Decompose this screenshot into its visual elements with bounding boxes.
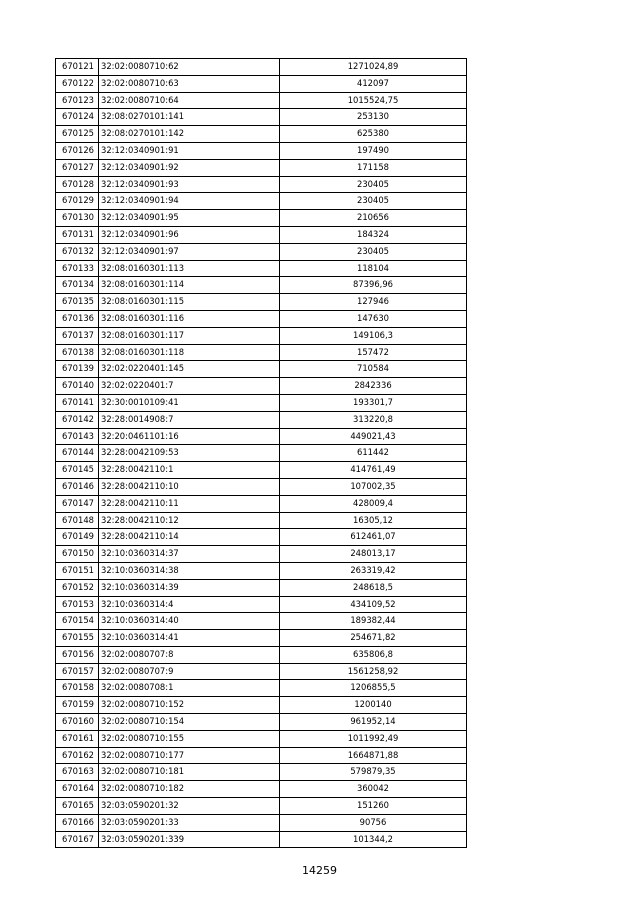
- row-id-cell: 670128: [56, 176, 99, 193]
- value-cell: 360042: [280, 781, 467, 798]
- cadastral-number-cell: 32:10:0360314:40: [99, 613, 280, 630]
- row-id-cell: 670156: [56, 646, 99, 663]
- value-cell: 611442: [280, 445, 467, 462]
- row-id-cell: 670148: [56, 512, 99, 529]
- value-cell: 101344,2: [280, 831, 467, 848]
- cadastral-number-cell: 32:30:0010109:41: [99, 394, 280, 411]
- row-id-cell: 670153: [56, 596, 99, 613]
- table-row: [56, 428, 467, 445]
- table-row: [56, 764, 467, 781]
- table-row: [56, 478, 467, 495]
- row-id-cell: 670144: [56, 445, 99, 462]
- row-id-cell: 670124: [56, 109, 99, 126]
- cadastral-number-cell: 32:28:0042110:10: [99, 478, 280, 495]
- cadastral-number-cell: 32:12:0340901:91: [99, 142, 280, 159]
- table-row: [56, 831, 467, 848]
- table-row: [56, 226, 467, 243]
- value-cell: 230405: [280, 176, 467, 193]
- table-row: [56, 646, 467, 663]
- value-cell: 412097: [280, 75, 467, 92]
- table-row: [56, 630, 467, 647]
- table-row: [56, 176, 467, 193]
- table-row: [56, 243, 467, 260]
- data-table: [55, 58, 467, 848]
- table-row: [56, 697, 467, 714]
- row-id-cell: 670130: [56, 210, 99, 227]
- cadastral-number-cell: 32:28:0042110:14: [99, 529, 280, 546]
- table-row: [56, 596, 467, 613]
- cadastral-number-cell: 32:28:0042110:11: [99, 495, 280, 512]
- cadastral-number-cell: 32:02:0080707:9: [99, 663, 280, 680]
- row-id-cell: 670142: [56, 411, 99, 428]
- table-row: [56, 327, 467, 344]
- row-id-cell: 670141: [56, 394, 99, 411]
- row-id-cell: 670136: [56, 310, 99, 327]
- value-cell: 1664871,88: [280, 747, 467, 764]
- value-cell: 313220,8: [280, 411, 467, 428]
- value-cell: 1271024,89: [280, 59, 467, 76]
- value-cell: 127946: [280, 294, 467, 311]
- cadastral-number-cell: 32:08:0160301:117: [99, 327, 280, 344]
- value-cell: 1206855,5: [280, 680, 467, 697]
- cadastral-number-cell: 32:12:0340901:93: [99, 176, 280, 193]
- row-id-cell: 670160: [56, 714, 99, 731]
- table-row: [56, 92, 467, 109]
- value-cell: 1200140: [280, 697, 467, 714]
- cadastral-number-cell: 32:02:0080710:177: [99, 747, 280, 764]
- row-id-cell: 670123: [56, 92, 99, 109]
- table-row: [56, 663, 467, 680]
- table-row: [56, 747, 467, 764]
- cadastral-number-cell: 32:28:0042110:1: [99, 462, 280, 479]
- row-id-cell: 670151: [56, 562, 99, 579]
- table-row: [56, 378, 467, 395]
- value-cell: 579879,35: [280, 764, 467, 781]
- value-cell: 248618,5: [280, 579, 467, 596]
- table-row: [56, 193, 467, 210]
- row-id-cell: 670127: [56, 159, 99, 176]
- row-id-cell: 670159: [56, 697, 99, 714]
- cadastral-number-cell: 32:02:0080708:1: [99, 680, 280, 697]
- value-cell: 1011992,49: [280, 730, 467, 747]
- value-cell: 449021,43: [280, 428, 467, 445]
- value-cell: 625380: [280, 126, 467, 143]
- value-cell: 90756: [280, 814, 467, 831]
- row-id-cell: 670131: [56, 226, 99, 243]
- value-cell: 428009,4: [280, 495, 467, 512]
- value-cell: 87396,96: [280, 277, 467, 294]
- table-row: [56, 814, 467, 831]
- table-row: [56, 75, 467, 92]
- row-id-cell: 670134: [56, 277, 99, 294]
- row-id-cell: 670143: [56, 428, 99, 445]
- row-id-cell: 670149: [56, 529, 99, 546]
- value-cell: 197490: [280, 142, 467, 159]
- value-cell: 107002,35: [280, 478, 467, 495]
- table-row: [56, 512, 467, 529]
- value-cell: 118104: [280, 260, 467, 277]
- table-row: [56, 394, 467, 411]
- value-cell: 1015524,75: [280, 92, 467, 109]
- cadastral-number-cell: 32:02:0080710:62: [99, 59, 280, 76]
- row-id-cell: 670145: [56, 462, 99, 479]
- cadastral-number-cell: 32:28:0014908:7: [99, 411, 280, 428]
- table-body: [56, 59, 467, 848]
- cadastral-number-cell: 32:02:0220401:7: [99, 378, 280, 395]
- cadastral-number-cell: 32:08:0160301:115: [99, 294, 280, 311]
- row-id-cell: 670152: [56, 579, 99, 596]
- table-row: [56, 462, 467, 479]
- value-cell: 230405: [280, 243, 467, 260]
- table-row: [56, 159, 467, 176]
- value-cell: 151260: [280, 798, 467, 815]
- cadastral-number-cell: 32:02:0080710:155: [99, 730, 280, 747]
- table-row: [56, 294, 467, 311]
- cadastral-number-cell: 32:08:0160301:118: [99, 344, 280, 361]
- cadastral-number-cell: 32:10:0360314:39: [99, 579, 280, 596]
- value-cell: 254671,82: [280, 630, 467, 647]
- table-row: [56, 781, 467, 798]
- value-cell: 193301,7: [280, 394, 467, 411]
- value-cell: 635806,8: [280, 646, 467, 663]
- value-cell: 210656: [280, 210, 467, 227]
- row-id-cell: 670132: [56, 243, 99, 260]
- value-cell: 710584: [280, 361, 467, 378]
- row-id-cell: 670147: [56, 495, 99, 512]
- value-cell: 147630: [280, 310, 467, 327]
- value-cell: 189382,44: [280, 613, 467, 630]
- cadastral-number-cell: 32:02:0080707:8: [99, 646, 280, 663]
- cadastral-number-cell: 32:08:0160301:116: [99, 310, 280, 327]
- row-id-cell: 670150: [56, 546, 99, 563]
- row-id-cell: 670138: [56, 344, 99, 361]
- table-row: [56, 529, 467, 546]
- value-cell: 414761,49: [280, 462, 467, 479]
- cadastral-number-cell: 32:02:0220401:145: [99, 361, 280, 378]
- page-number: 14259: [302, 864, 337, 877]
- table-row: [56, 495, 467, 512]
- row-id-cell: 670137: [56, 327, 99, 344]
- table-row: [56, 310, 467, 327]
- row-id-cell: 670135: [56, 294, 99, 311]
- table-row: [56, 277, 467, 294]
- row-id-cell: 670157: [56, 663, 99, 680]
- cadastral-number-cell: 32:08:0160301:114: [99, 277, 280, 294]
- cadastral-number-cell: 32:08:0160301:113: [99, 260, 280, 277]
- value-cell: 434109,52: [280, 596, 467, 613]
- table-row: [56, 411, 467, 428]
- table-row: [56, 730, 467, 747]
- cadastral-number-cell: 32:28:0042110:12: [99, 512, 280, 529]
- cadastral-number-cell: 32:02:0080710:182: [99, 781, 280, 798]
- row-id-cell: 670162: [56, 747, 99, 764]
- value-cell: 157472: [280, 344, 467, 361]
- row-id-cell: 670163: [56, 764, 99, 781]
- cadastral-number-cell: 32:12:0340901:97: [99, 243, 280, 260]
- row-id-cell: 670167: [56, 831, 99, 848]
- cadastral-number-cell: 32:10:0360314:41: [99, 630, 280, 647]
- row-id-cell: 670158: [56, 680, 99, 697]
- value-cell: 263319,42: [280, 562, 467, 579]
- value-cell: 16305,12: [280, 512, 467, 529]
- table-row: [56, 546, 467, 563]
- value-cell: 961952,14: [280, 714, 467, 731]
- cadastral-number-cell: 32:02:0080710:64: [99, 92, 280, 109]
- row-id-cell: 670146: [56, 478, 99, 495]
- cadastral-number-cell: 32:08:0270101:141: [99, 109, 280, 126]
- table-row: [56, 579, 467, 596]
- table-row: [56, 361, 467, 378]
- cadastral-number-cell: 32:10:0360314:4: [99, 596, 280, 613]
- table-row: [56, 562, 467, 579]
- cadastral-number-cell: 32:03:0590201:33: [99, 814, 280, 831]
- table-row: [56, 109, 467, 126]
- table-row: [56, 59, 467, 76]
- row-id-cell: 670140: [56, 378, 99, 395]
- cadastral-number-cell: 32:03:0590201:339: [99, 831, 280, 848]
- cadastral-number-cell: 32:10:0360314:38: [99, 562, 280, 579]
- cadastral-number-cell: 32:02:0080710:181: [99, 764, 280, 781]
- value-cell: 2842336: [280, 378, 467, 395]
- cadastral-number-cell: 32:02:0080710:154: [99, 714, 280, 731]
- cadastral-number-cell: 32:03:0590201:32: [99, 798, 280, 815]
- row-id-cell: 670161: [56, 730, 99, 747]
- cadastral-number-cell: 32:12:0340901:94: [99, 193, 280, 210]
- row-id-cell: 670165: [56, 798, 99, 815]
- cadastral-number-cell: 32:12:0340901:92: [99, 159, 280, 176]
- table-row: [56, 714, 467, 731]
- table-row: [56, 613, 467, 630]
- value-cell: 612461,07: [280, 529, 467, 546]
- value-cell: 248013,17: [280, 546, 467, 563]
- value-cell: 230405: [280, 193, 467, 210]
- row-id-cell: 670129: [56, 193, 99, 210]
- table-row: [56, 126, 467, 143]
- table-row: [56, 260, 467, 277]
- cadastral-number-cell: 32:12:0340901:96: [99, 226, 280, 243]
- value-cell: 1561258,92: [280, 663, 467, 680]
- cadastral-number-cell: 32:28:0042109:53: [99, 445, 280, 462]
- cadastral-number-cell: 32:12:0340901:95: [99, 210, 280, 227]
- row-id-cell: 670154: [56, 613, 99, 630]
- row-id-cell: 670166: [56, 814, 99, 831]
- cadastral-number-cell: 32:08:0270101:142: [99, 126, 280, 143]
- value-cell: 149106,3: [280, 327, 467, 344]
- value-cell: 184324: [280, 226, 467, 243]
- table-row: [56, 210, 467, 227]
- row-id-cell: 670126: [56, 142, 99, 159]
- cadastral-number-cell: 32:10:0360314:37: [99, 546, 280, 563]
- row-id-cell: 670125: [56, 126, 99, 143]
- row-id-cell: 670122: [56, 75, 99, 92]
- table-row: [56, 142, 467, 159]
- row-id-cell: 670133: [56, 260, 99, 277]
- row-id-cell: 670139: [56, 361, 99, 378]
- cadastral-number-cell: 32:02:0080710:152: [99, 697, 280, 714]
- row-id-cell: 670121: [56, 59, 99, 76]
- row-id-cell: 670164: [56, 781, 99, 798]
- value-cell: 253130: [280, 109, 467, 126]
- table-row: [56, 445, 467, 462]
- table-row: [56, 344, 467, 361]
- row-id-cell: 670155: [56, 630, 99, 647]
- value-cell: 171158: [280, 159, 467, 176]
- cadastral-number-cell: 32:20:0461101:16: [99, 428, 280, 445]
- table-row: [56, 680, 467, 697]
- table-row: [56, 798, 467, 815]
- cadastral-number-cell: 32:02:0080710:63: [99, 75, 280, 92]
